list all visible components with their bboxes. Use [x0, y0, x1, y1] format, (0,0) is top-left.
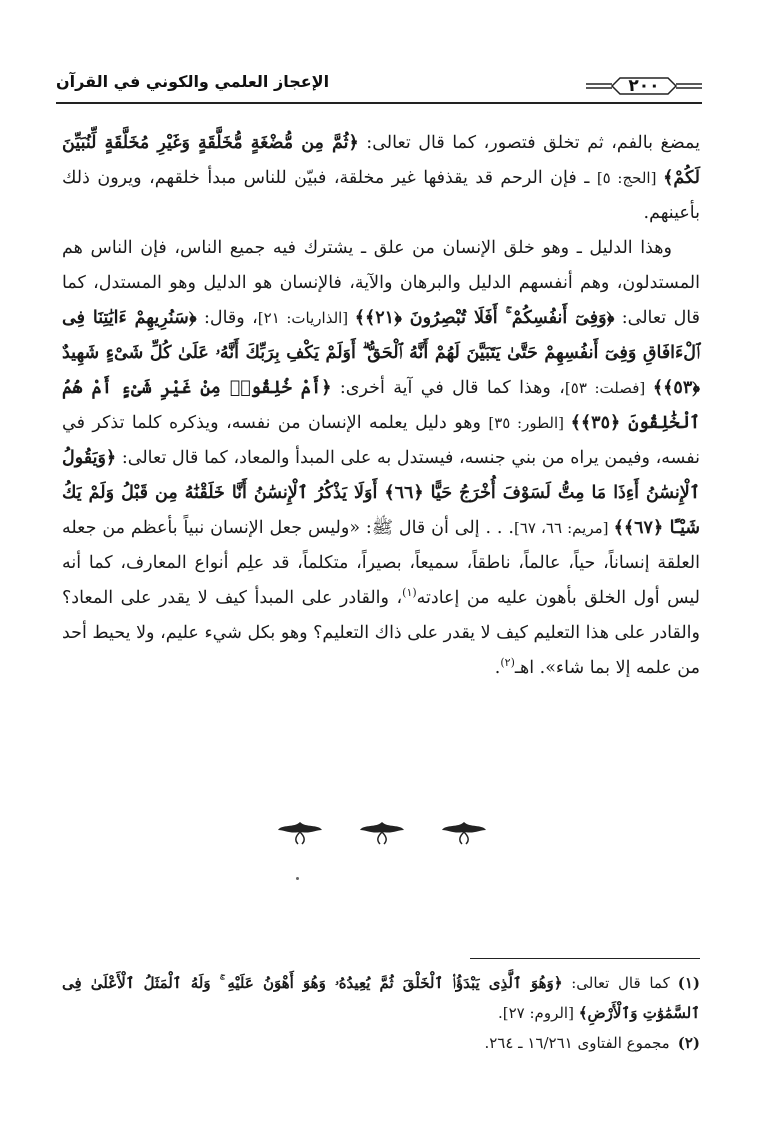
text-run: . . . إلى أن قال ﷺ: «وليس جعل الإنسان نبياً بأعظم من جعله العلقة إنساناً، حياً، عالماً، ناطقاً، سميعاً، بصيراً، متكلماً، قد علِم أنواع المعارف، كما أنه ليس أول الخلق بأهون عليه من إعادته: [62, 518, 700, 608]
floral-ornament-icon: [356, 818, 408, 846]
quran-verse: ﴿وَفِىٓ أَنفُسِكُمْ ۚ أَفَلَا تُبْصِرُونَ ﴿٢١﴾﴾: [354, 308, 615, 328]
footnote-marker-1[interactable]: (١): [402, 586, 417, 600]
verse-reference: [الحج: ٥]: [596, 169, 664, 187]
verse-reference: [الذاريات: ٢١]: [257, 309, 355, 327]
verse-reference: [الروم: ٢٧].: [497, 1004, 579, 1022]
header-rule: [56, 102, 702, 104]
footnote-2: [62, 1028, 700, 1058]
text-run: كما قال تعالى:: [562, 974, 670, 992]
quran-verse: ﴿وَيَقُولُ ٱلْإِنسَٰنُ أَءِذَا مَا مِتُّ لَسَوْفَ أُخْرَجُ حَيًّا ﴿٦٦﴾ أَوَلَا يَذْكُرُ ٱلْإِنسَٰنُ أَنَّا خَلَقْنَٰهُ مِن قَبْلُ وَلَمْ يَكُ شَيْـًٔا ﴿٦٧﴾﴾: [62, 448, 701, 538]
text-run: وهو دليل يعلمه الإنسان من نفسه، ويذكره كلما تذكر في نفسه، وفيمن يراه من بني جنسه، فيستدل به على المبدأ والمعاد، كما قال تعالى:: [62, 413, 700, 468]
quran-verse: ﴿أَمْ خُلِقُوا۟ مِنْ غَيْرِ شَىْءٍ أَمْ هُمُ ٱلْخَٰلِقُونَ ﴿٣٥﴾﴾: [62, 378, 701, 433]
verse-reference: [فصلت: ٥٣]: [564, 379, 653, 397]
text-run: يمضغ بالفم، ثم تخلق فتصور، كما قال تعالى:: [358, 133, 700, 153]
text-run: ، وقال:: [196, 308, 258, 328]
page-number-ornament: [586, 74, 702, 98]
text-run: مجموع الفتاوى ١٦/٢٦١ ـ ٢٦٤.: [484, 1034, 670, 1052]
quran-verse: ﴿سَنُرِيهِمْ ءَايَٰتِنَا فِى ٱلْءَافَاقِ وَفِىٓ أَنفُسِهِمْ حَتَّىٰ يَتَبَيَّنَ لَهُمْ أَنَّهُ ٱلْحَقُّ ۗ أَوَلَمْ يَكْفِ بِرَبِّكَ أَنَّهُۥ عَلَىٰ كُلِّ شَىْءٍ شَهِيدٌ ﴿٥٣﴾﴾: [62, 308, 700, 398]
footnote-marker-2[interactable]: (٢): [500, 656, 515, 670]
footnote-number: (٢): [677, 1034, 700, 1052]
paragraph-2: [62, 231, 700, 686]
running-title: الإعجاز العلمي والكوني في القرآن: [56, 72, 330, 91]
text-run: ـ فإن الرحم قد يقذفها غير مخلقة، فبيّن للناس مبدأ خلقهم، ويرون ذلك بأعينهم.: [62, 168, 700, 223]
page-header: [56, 66, 702, 108]
page-number: ٢٠٠: [628, 76, 660, 96]
text-run: ، والقادر على المبدأ كيف لا يقدر على المعاد؟ والقادر على هذا التعليم كيف لا يقدر على ذاك التعليم؟ وهو بكل شيء عليم، ولا يحيط أحد من علمه إلا بما شاء». اهـ: [62, 588, 700, 678]
text-run: .: [494, 658, 501, 678]
quran-verse: ﴿ثُمَّ مِن مُّضْغَةٍ مُّخَلَّقَةٍ وَغَيْرِ مُخَلَّقَةٍ لِّنُبَيِّنَ لَكُمْ﴾: [62, 133, 701, 188]
footnote-number: (١): [677, 974, 700, 992]
verse-reference: [الطور: ٣٥]: [488, 414, 571, 432]
verse-reference: [مريم: ٦٦، ٦٧]: [513, 519, 614, 537]
text-run: وهذا الدليل ـ وهو خلق الإنسان من علق ـ يشترك فيه جميع الناس، فإن الناس هم المستدلون، وهم أنفسهم الدليل والبرهان والآية، فالإنسان هو الدليل وهو المستدل، كما قال تعالى:: [62, 238, 700, 328]
body-text: [62, 126, 700, 686]
floral-ornament-icon: [274, 818, 326, 846]
footnotes: [62, 968, 700, 1058]
footnote-rule: [470, 958, 700, 959]
quran-verse: ﴿وَهُوَ ٱلَّذِى يَبْدَؤُا۟ ٱلْخَلْقَ ثُمَّ يُعِيدُهُۥ وَهُوَ أَهْوَنُ عَلَيْهِ ۚ وَلَهُ ٱلْمَثَلُ ٱلْأَعْلَىٰ فِى ٱلسَّمَٰوَٰتِ وَٱلْأَرْضِ﴾: [62, 974, 700, 1022]
text-run: ، وهذا كما قال في آية أخرى:: [331, 378, 565, 398]
footnote-1: [62, 968, 700, 1028]
floral-ornament-icon: [438, 818, 490, 846]
print-speck: [296, 877, 299, 880]
paragraph-1: [62, 126, 700, 231]
section-ornament: [0, 818, 764, 858]
